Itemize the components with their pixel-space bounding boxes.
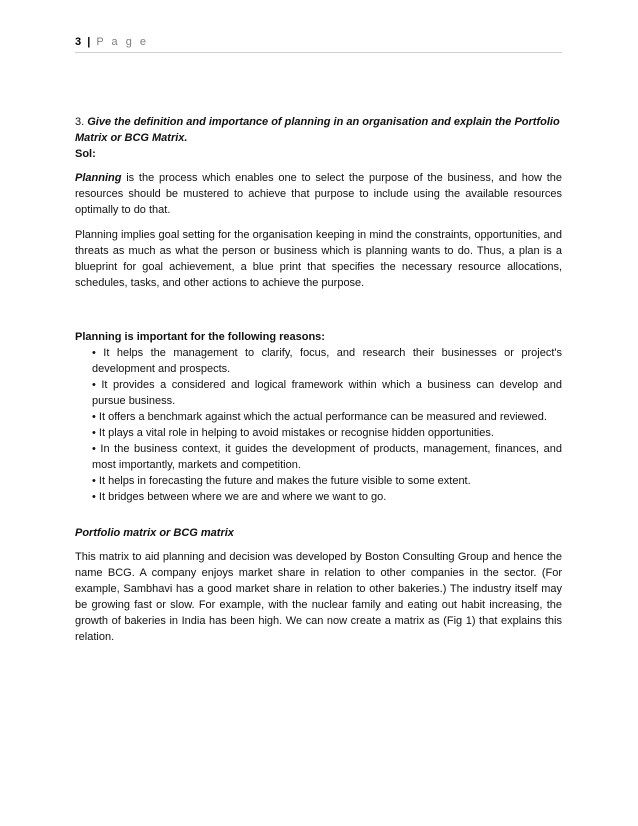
- document-body: [75, 114, 562, 645]
- solution-label: Sol:: [75, 148, 96, 160]
- page-number: 3: [75, 36, 82, 48]
- reasons-list: [75, 345, 562, 505]
- list-item: • It provides a considered and logical framework within which a business can develop and pursue business.: [92, 379, 562, 407]
- list-item: • It bridges between where we are and where we want to go.: [92, 491, 387, 503]
- definition-term: Planning: [75, 172, 122, 184]
- question: [75, 114, 562, 146]
- question-number: 3.: [75, 116, 85, 128]
- definition-text: is the process which enables one to select the purpose of the business, and how the resources should be mustered to achieve that purpose to include using the available resources optimally to do that.: [75, 172, 562, 216]
- bcg-heading: Portfolio matrix or BCG matrix: [75, 527, 234, 539]
- question-text: Give the definition and importance of planning in an organisation and explain the Portfolio Matrix or BCG Matrix.: [75, 116, 560, 144]
- list-item: • In the business context, it guides the development of products, management, finances, and most importantly, markets and competition.: [92, 443, 562, 471]
- page-label: P a g e: [96, 36, 149, 48]
- list-item: • It plays a vital role in helping to avoid mistakes or recognise hidden opportunities.: [92, 427, 494, 439]
- reasons-heading: Planning is important for the following reasons:: [75, 331, 325, 343]
- list-item: • It offers a benchmark against which the actual performance can be measured and reviewed.: [92, 411, 547, 423]
- list-item: • It helps in forecasting the future and makes the future visible to some extent.: [92, 475, 471, 487]
- header-divider: [75, 52, 562, 53]
- planning-implies-paragraph: Planning implies goal setting for the organisation keeping in mind the constraints, opportunities, and threats as much as what the person or business which is planning wants to do. Thus, a plan is a blueprint for goal achievement, a blue print that specifies the necessary resource allocations, schedules, tasks, and other actions to achieve the purpose.: [75, 229, 562, 289]
- header-separator: |: [87, 36, 91, 48]
- page-header: [75, 36, 562, 48]
- list-item: • It helps the management to clarify, focus, and research their businesses or project's development and prospects.: [92, 347, 562, 375]
- bcg-paragraph: This matrix to aid planning and decision was developed by Boston Consulting Group and hence the name BCG. A company enjoys market share in relation to other companies in the sector. (For example, Sambhavi has a good market share in relation to other bakeries.) The industry itself may be growing fast or slow. For example, with the nuclear family and eating out habit increasing, the growth of bakeries in India has been high. We can now create a matrix as (Fig 1) that explains this relation.: [75, 551, 562, 643]
- definition-paragraph: [75, 170, 562, 218]
